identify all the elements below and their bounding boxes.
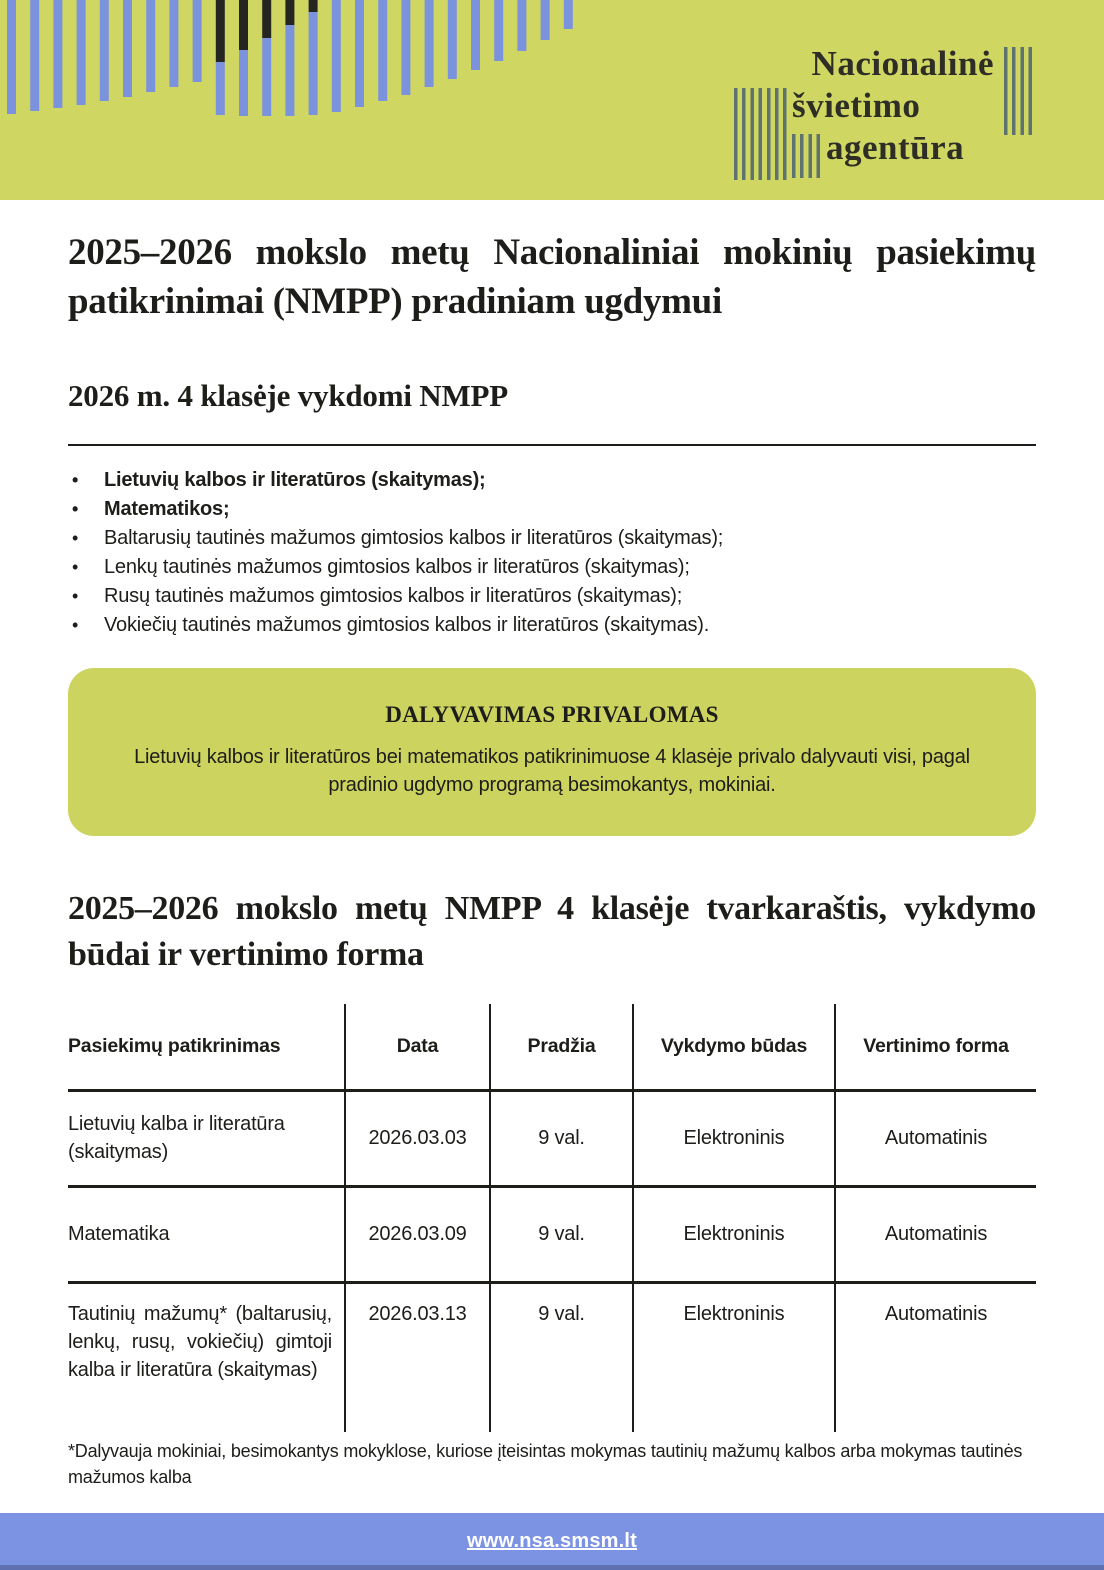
- column-header-mode: Vykdymo būdas: [633, 1004, 835, 1090]
- footer-band: [0, 1513, 1104, 1570]
- decorative-stripes: [0, 0, 590, 132]
- footnote: *Dalyvauja mokiniai, besimokantys mokyklose, kuriose įteisintas mokymas tautinių mažumų kalbos arba mokymas tautinės mažumos kalba: [68, 1441, 1023, 1487]
- table-header-row: [68, 1004, 1036, 1090]
- list-item: • Vokiečių tautinės mažumos gimtosios kalbos ir literatūros (skaitymas).: [68, 611, 1036, 640]
- logo-lines-short-icon: [792, 134, 822, 178]
- logo-word-svietimo: švietimo: [792, 86, 921, 125]
- divider: [68, 444, 1036, 446]
- list-item: • Rusų tautinės mažumos gimtosios kalbos ir literatūros (skaitymas);: [68, 582, 1036, 611]
- nsa-logo: [730, 42, 1040, 192]
- column-header-test: Pasiekimų patikrinimas: [68, 1004, 345, 1090]
- cell-date: 2026.03.09: [345, 1186, 490, 1282]
- cell-grading: Automatinis: [835, 1090, 1036, 1186]
- cell-mode: Elektroninis: [633, 1282, 835, 1432]
- header-band: [0, 0, 1104, 200]
- notice-heading: DALYVAVIMAS PRIVALOMAS: [385, 702, 719, 727]
- schedule-heading: 2025–2026 mokslo metų NMPP 4 klasėje tvarkaraštis, vykdymo būdai ir vertinimo forma: [68, 890, 1036, 973]
- table-row: [68, 1186, 1036, 1282]
- list-item: • Matematikos;: [68, 495, 1036, 524]
- footer-link[interactable]: www.nsa.smsm.lt: [466, 1530, 638, 1552]
- column-header-start: Pradžia: [490, 1004, 633, 1090]
- table-row: [68, 1090, 1036, 1186]
- column-header-date: Data: [345, 1004, 490, 1090]
- column-header-grading: Vertinimo forma: [835, 1004, 1036, 1090]
- subject-list: [68, 466, 1036, 640]
- logo-lines-left-icon: [734, 88, 788, 180]
- cell-mode: Elektroninis: [633, 1186, 835, 1282]
- cell-test-name: Lietuvių kalba ir literatūra (skaitymas): [68, 1090, 345, 1186]
- logo-word-nacionaline: Nacionalinė: [811, 44, 994, 83]
- cell-date: 2026.03.03: [345, 1090, 490, 1186]
- list-item: • Lietuvių kalbos ir literatūros (skaitymas);: [68, 466, 1036, 495]
- notice-box: [68, 668, 1036, 836]
- cell-date: 2026.03.13: [345, 1282, 490, 1432]
- section-subtitle: 2026 m. 4 klasėje vykdomi NMPP: [68, 378, 509, 413]
- logo-lines-right-icon: [1004, 47, 1034, 135]
- cell-grading: Automatinis: [835, 1186, 1036, 1282]
- logo-word-agentura: agentūra: [826, 128, 965, 167]
- cell-start: 9 val.: [490, 1090, 633, 1186]
- list-item: • Lenkų tautinės mažumos gimtosios kalbos ir literatūros (skaitymas);: [68, 553, 1036, 582]
- cell-start: 9 val.: [490, 1282, 633, 1432]
- notice-body: Lietuvių kalbos ir literatūros bei matematikos patikrinimuose 4 klasėje privalo dalyvauti visi, pagal pradinio ugdymo programą besimokantys, mokiniai.: [134, 746, 970, 796]
- cell-start: 9 val.: [490, 1186, 633, 1282]
- list-item: • Baltarusių tautinės mažumos gimtosios kalbos ir literatūros (skaitymas);: [68, 524, 1036, 553]
- schedule-table: [68, 1004, 1036, 1432]
- cell-test-name: Tautinių mažumų* (baltarusių, lenkų, rusų, vokiečių) gimtoji kalba ir literatūra (skaitymas): [68, 1302, 332, 1381]
- cell-grading: Automatinis: [835, 1282, 1036, 1432]
- table-row: [68, 1282, 1036, 1432]
- page-title: 2025–2026 mokslo metų Nacionaliniai mokinių pasiekimų patikrinimai (NMPP) pradiniam ugdymui: [68, 232, 1036, 322]
- cell-mode: Elektroninis: [633, 1090, 835, 1186]
- cell-test-name: Matematika: [68, 1186, 345, 1282]
